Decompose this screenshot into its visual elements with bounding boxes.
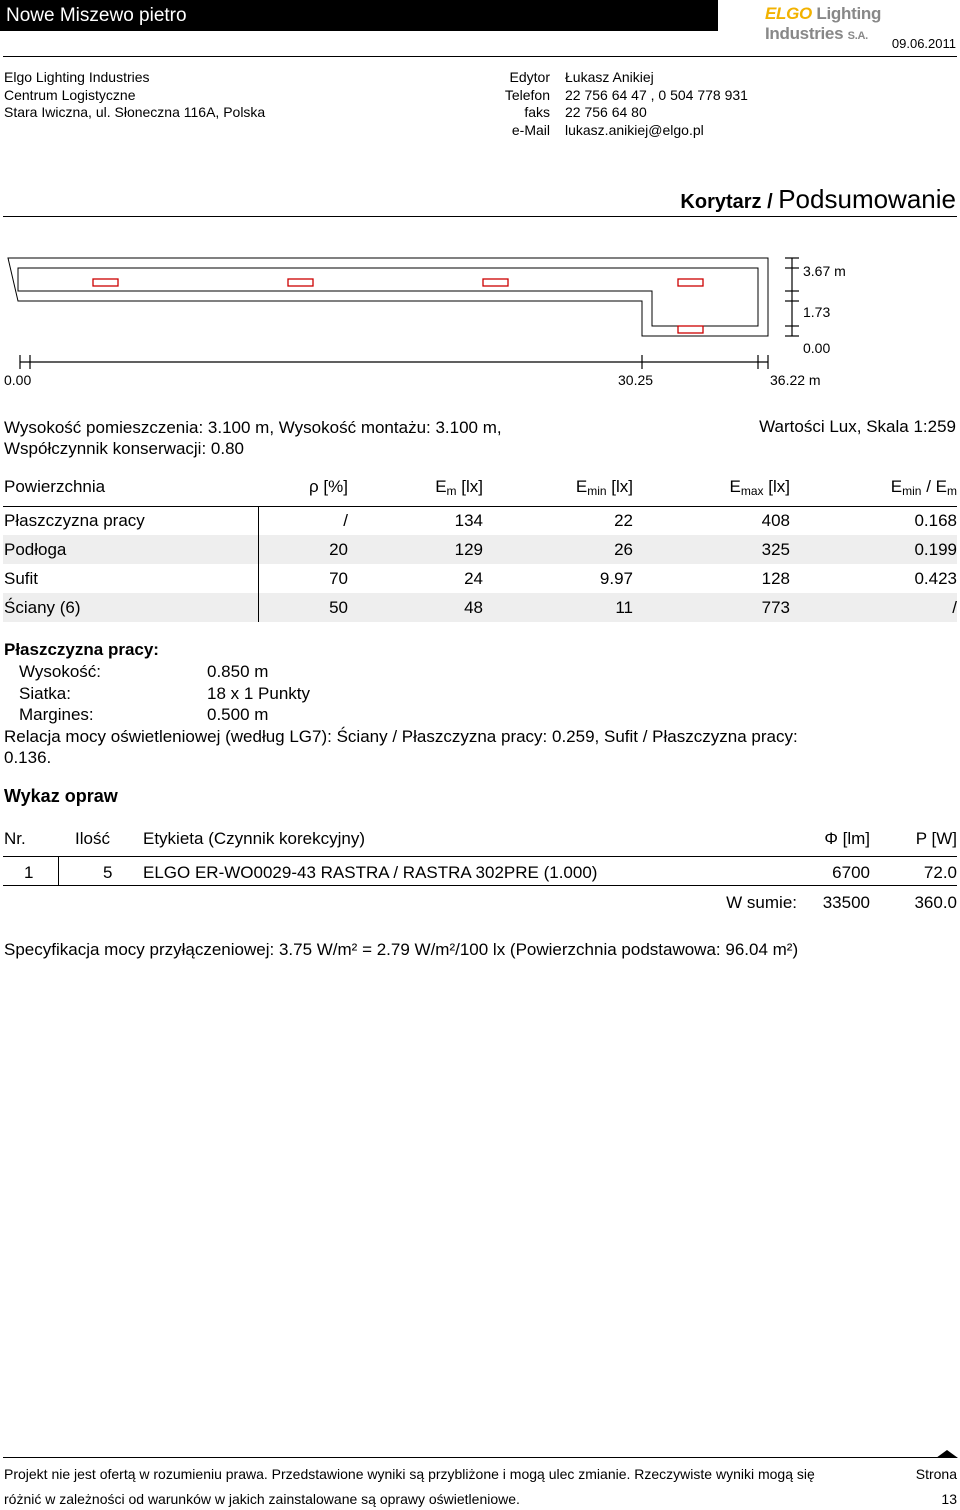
luminaire-list-title: Wykaz opraw xyxy=(4,786,118,806)
room-heights: Wysokość pomieszczenia: 3.100 m, Wysokość montażu: 3.100 m, xyxy=(4,418,502,437)
header-reflectance: ρ [%] xyxy=(309,477,348,496)
maintenance-factor: Współczynnik konserwacji: 0.80 xyxy=(4,439,244,458)
total-flux: 33500 xyxy=(822,893,870,912)
company-logo: ELGO Lighting Industries S.A. xyxy=(765,4,882,43)
surface-rho: 20 xyxy=(329,540,348,559)
plan-y-label-top: 3.67 m xyxy=(803,263,846,279)
contact-editor: Łukasz Anikiej xyxy=(565,69,654,85)
company-division: Centrum Logistyczne xyxy=(4,86,136,103)
section-title: Korytarz / Podsumowanie xyxy=(680,184,956,214)
contact-phone: 22 756 64 47 , 0 504 778 931 xyxy=(565,86,748,103)
plan-y-label-mid: 1.73 xyxy=(803,304,831,320)
rho-symbol: ρ xyxy=(309,477,319,496)
company-address xyxy=(4,69,265,122)
surface-em: 129 xyxy=(454,540,483,559)
surface-em: 134 xyxy=(454,511,483,530)
surface-emin: 9.97 xyxy=(599,569,633,588)
contact-label-fax: faks xyxy=(524,104,550,120)
surface-name: Sufit xyxy=(4,569,39,588)
footer-divider xyxy=(3,1457,957,1458)
surface-rho: 70 xyxy=(329,569,348,588)
total-label: W sumie: xyxy=(726,893,797,912)
section-divider xyxy=(3,216,957,217)
workplane-height-value: 0.850 m xyxy=(207,662,269,681)
surface-table-header-rule xyxy=(3,506,957,507)
surface-em: 24 xyxy=(464,569,483,588)
contact-email: lukasz.anikiej@elgo.pl xyxy=(565,121,704,138)
surface-rho: 50 xyxy=(329,598,348,617)
workplane-margin-label: Margines: xyxy=(19,705,94,724)
phi-symbol: Φ xyxy=(824,829,838,848)
plan-x-label-start: 0.00 xyxy=(4,372,32,388)
surface-emax: 325 xyxy=(761,540,790,559)
contact-labels xyxy=(470,69,550,139)
workplane-height-label: Wysokość: xyxy=(19,662,102,681)
room-parameters xyxy=(4,417,502,459)
luminaire-marker xyxy=(678,279,703,286)
header-label: Etykieta (Czynnik korekcyjny) xyxy=(143,829,366,848)
luminaire-marker xyxy=(288,279,313,286)
header-divider xyxy=(3,56,957,57)
surface-uniformity: 0.199 xyxy=(914,540,957,559)
document-title: Nowe Miszewo pietro xyxy=(0,0,718,31)
surface-emin: 22 xyxy=(614,511,633,530)
power-relation: Relacja mocy oświetleniowej (według LG7): Ściany / Płaszczyzna pracy: 0.259, Sufit / Płaszczyzna pracy: 0.136. xyxy=(4,727,798,767)
workplane-grid-label: Siatka: xyxy=(19,684,71,703)
surface-em: 48 xyxy=(464,598,483,617)
surface-emax: 773 xyxy=(761,598,790,617)
page-number: 13 xyxy=(941,1491,957,1507)
surface-name: Podłoga xyxy=(4,540,67,559)
header-surface: Powierzchnia xyxy=(4,477,106,496)
luminaire-table-separator xyxy=(58,856,59,885)
luminaire-marker xyxy=(483,279,508,286)
surface-table-separator xyxy=(258,506,259,622)
luminaire-marker xyxy=(93,279,118,286)
page-label: Strona xyxy=(915,1466,957,1482)
luminaire-flux: 6700 xyxy=(832,863,870,882)
header-qty: Ilość xyxy=(75,829,110,848)
luminaire-table-header-rule xyxy=(3,856,957,857)
header-nr: Nr. xyxy=(4,829,26,848)
plan-x-label-mid: 30.25 xyxy=(618,372,654,388)
contact-label-email: e-Mail xyxy=(511,121,550,138)
luminaire-markers xyxy=(93,279,703,333)
company-street: Stara Iwiczna, ul. Słoneczna 116A, Polska xyxy=(4,104,266,120)
surface-emin: 26 xyxy=(614,540,633,559)
plan-y-label-bottom: 0.00 xyxy=(803,340,831,356)
contact-fax: 22 756 64 80 xyxy=(565,104,647,120)
surface-uniformity: 0.423 xyxy=(914,569,957,588)
workplane-margin-value: 0.500 m xyxy=(207,705,269,724)
surface-name: Ściany (6) xyxy=(4,598,81,617)
surface-emax: 408 xyxy=(761,511,790,530)
x-axis xyxy=(20,355,768,369)
footer-disclaimer-2: różnić w zależności od warunków w jakich zainstalowane są oprawy oświetleniowe. xyxy=(4,1491,520,1507)
footer-disclaimer-1: Projekt nie jest ofertą w rozumieniu prawa. Przedstawione wyniki są przybliżone i mogą ulec zmianie. Rzeczywiste wyniki mogą się xyxy=(4,1466,815,1482)
header-emax: $E_{max}$ [lx] xyxy=(729,477,790,498)
y-axis xyxy=(785,258,799,336)
contact-values xyxy=(565,69,748,139)
header-em: $E_m$ [lx] xyxy=(435,477,483,498)
surface-emax: 128 xyxy=(761,569,790,588)
luminaire-nr: 1 xyxy=(24,863,34,882)
surface-rho: / xyxy=(343,511,348,530)
surface-uniformity: / xyxy=(952,598,957,617)
header-uniformity: $E_{min} / E_m$ xyxy=(890,477,957,498)
header-emin: $E_{min}$ [lx] xyxy=(575,477,633,498)
header-power: P [W] xyxy=(915,829,957,848)
room-outline xyxy=(8,258,768,336)
workplane-title: Płaszczyzna pracy: xyxy=(4,640,159,659)
contact-label-phone: Telefon xyxy=(504,86,550,103)
plan-x-label-end: 36.22 m xyxy=(770,372,821,388)
luminaire-marker xyxy=(678,326,703,333)
luminaire-qty: 5 xyxy=(103,863,113,882)
lux-scale: Wartości Lux, Skala 1:259 xyxy=(759,417,956,436)
workplane-grid-value: 18 x 1 Punkty xyxy=(207,684,311,703)
surface-uniformity: 0.168 xyxy=(914,511,957,530)
connected-power-spec: Specyfikacja mocy przyłączeniowej: 3.75 W/m² = 2.79 W/m²/100 lx (Powierzchnia podstawowa: 96.04 m²) xyxy=(4,940,799,959)
company-name: Elgo Lighting Industries xyxy=(4,69,150,85)
luminaire-power: 72.0 xyxy=(923,863,957,882)
luminaire-label: ELGO ER-WO0029-43 RASTRA / RASTRA 302PRE (1.000) xyxy=(143,863,598,882)
total-power: 360.0 xyxy=(914,893,957,912)
luminaire-table-bottom-rule xyxy=(3,885,957,886)
header-flux: Φ [lm] xyxy=(824,829,870,848)
surface-emin: 11 xyxy=(615,598,633,617)
contact-label-editor: Edytor xyxy=(509,69,550,85)
document-date: 09.06.2011 xyxy=(891,36,956,51)
surface-name: Płaszczyzna pracy xyxy=(4,511,145,530)
